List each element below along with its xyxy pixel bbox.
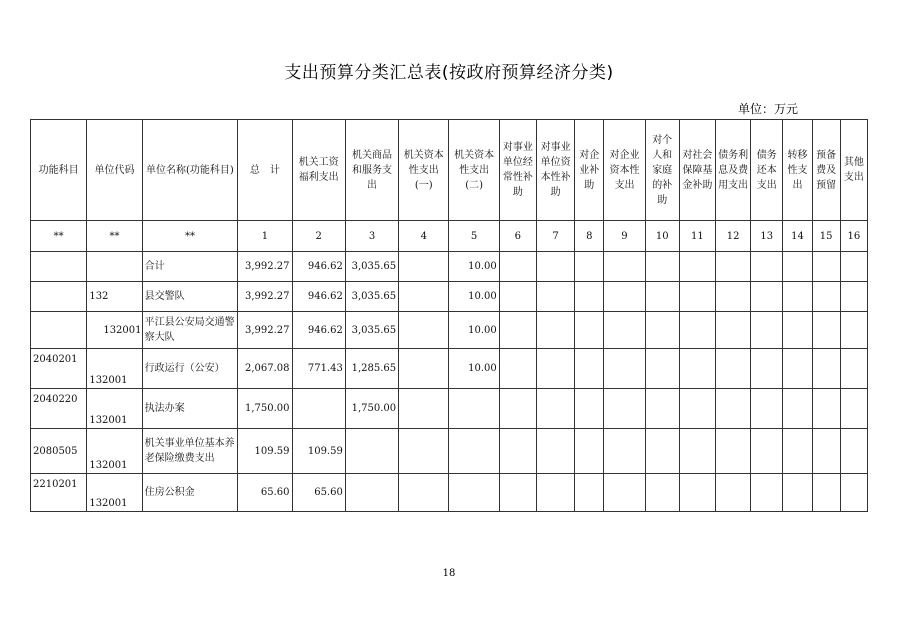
capital-2-cell [449,474,499,512]
empty-cell [679,474,715,512]
column-header: 机关资本性支出(一) [399,120,449,221]
table-row [31,429,868,474]
column-header: 总 计 [238,120,292,221]
capital-2-cell: 10.00 [449,349,499,389]
empty-cell [812,429,840,474]
unit-label: 单位：万元 [738,102,799,116]
column-index: 3 [345,221,398,252]
column-index: ** [87,221,142,252]
column-header: 单位名称(功能科目) [142,120,238,221]
capital-1-cell [399,429,449,474]
column-header: 单位代码 [87,120,142,221]
header-row [31,120,868,221]
unit-name: 平江县公安局交通警察大队 [142,312,238,349]
unit-code: 132001 [87,474,142,512]
capital-1-cell [399,252,449,282]
empty-cell [536,389,574,429]
empty-cell [499,389,536,429]
empty-cell [716,429,751,474]
column-header: 对企业补助 [575,120,604,221]
empty-cell [536,312,574,349]
column-header: 预备费及预留 [812,120,840,221]
empty-cell [536,474,574,512]
empty-cell [751,252,783,282]
empty-cell [716,312,751,349]
capital-2-cell [449,429,499,474]
unit-name: 行政运行（公安） [142,349,238,389]
empty-cell [679,312,715,349]
function-code: 2040220 [31,389,87,429]
empty-cell [575,349,604,389]
empty-cell [645,429,679,474]
empty-cell [604,312,645,349]
empty-cell [645,389,679,429]
unit-name: 执法办案 [142,389,238,429]
empty-cell [645,282,679,312]
unit-code: 132001 [87,429,142,474]
salary-cell [292,389,345,429]
empty-cell [840,474,867,512]
empty-cell [575,389,604,429]
empty-cell [536,349,574,389]
function-code: 2080505 [31,429,87,474]
empty-cell [812,282,840,312]
empty-cell [645,349,679,389]
empty-cell [840,252,867,282]
empty-cell [645,474,679,512]
empty-cell [751,282,783,312]
salary-cell: 109.59 [292,429,345,474]
empty-cell [645,312,679,349]
capital-1-cell [399,389,449,429]
empty-cell [499,252,536,282]
empty-cell [575,474,604,512]
empty-cell [840,312,867,349]
salary-cell: 946.62 [292,312,345,349]
column-header: 机关商品和服务支出 [345,120,398,221]
total-cell: 2,067.08 [238,349,292,389]
empty-cell [716,282,751,312]
column-index: ** [142,221,238,252]
function-code [31,312,87,349]
empty-cell [716,349,751,389]
salary-cell: 65.60 [292,474,345,512]
column-index: 11 [679,221,715,252]
capital-1-cell [399,349,449,389]
column-index: 15 [812,221,840,252]
table-row [31,389,868,429]
total-cell: 65.60 [238,474,292,512]
column-index: ** [31,221,87,252]
total-cell: 109.59 [238,429,292,474]
empty-cell [783,349,812,389]
empty-cell [575,429,604,474]
empty-cell [783,282,812,312]
empty-cell [536,282,574,312]
empty-cell [812,252,840,282]
total-cell: 3,992.27 [238,312,292,349]
unit-code: 132 [87,282,142,312]
goods-services-cell [345,474,398,512]
empty-cell [499,312,536,349]
capital-2-cell [449,389,499,429]
function-code: 2040201 [31,349,87,389]
empty-cell [604,429,645,474]
empty-cell [840,349,867,389]
goods-services-cell [345,429,398,474]
unit-name: 县交警队 [142,282,238,312]
column-header: 对个人和家庭的补助 [645,120,679,221]
column-header: 对社会保障基金补助 [679,120,715,221]
goods-services-cell: 3,035.65 [345,282,398,312]
empty-cell [840,389,867,429]
empty-cell [783,312,812,349]
function-code [31,252,87,282]
column-header: 其他支出 [840,120,867,221]
unit-name: 住房公积金 [142,474,238,512]
empty-cell [716,252,751,282]
column-index: 6 [499,221,536,252]
table-row [31,282,868,312]
salary-cell: 946.62 [292,252,345,282]
empty-cell [679,252,715,282]
goods-services-cell: 3,035.65 [345,312,398,349]
empty-cell [783,252,812,282]
empty-cell [716,389,751,429]
capital-1-cell [399,282,449,312]
empty-cell [783,474,812,512]
empty-cell [783,429,812,474]
capital-1-cell [399,312,449,349]
total-cell: 1,750.00 [238,389,292,429]
empty-cell [812,349,840,389]
empty-cell [679,389,715,429]
column-index: 12 [716,221,751,252]
column-index: 4 [399,221,449,252]
table-row [31,349,868,389]
empty-cell [840,429,867,474]
empty-cell [679,429,715,474]
column-header: 债务利息及费用支出 [716,120,751,221]
column-index: 13 [751,221,783,252]
unit-code: 132001 [87,312,142,349]
column-index: 9 [604,221,645,252]
table-row [31,312,868,349]
column-header: 对事业单位经常性补助 [499,120,536,221]
empty-cell [751,474,783,512]
capital-1-cell [399,474,449,512]
empty-cell [575,282,604,312]
empty-cell [499,282,536,312]
empty-cell [536,252,574,282]
empty-cell [575,312,604,349]
column-header: 转移性支出 [783,120,812,221]
empty-cell [604,349,645,389]
column-header: 机关资本性支出(二) [449,120,499,221]
unit-code [87,252,142,282]
column-index: 8 [575,221,604,252]
column-index: 10 [645,221,679,252]
column-index: 16 [840,221,867,252]
empty-cell [812,312,840,349]
empty-cell [604,282,645,312]
empty-cell [499,349,536,389]
table-row [31,474,868,512]
empty-cell [783,389,812,429]
function-code [31,282,87,312]
column-header: 对企业资本性支出 [604,120,645,221]
column-index: 7 [536,221,574,252]
empty-cell [604,474,645,512]
unit-code: 132001 [87,349,142,389]
column-header: 机关工资福利支出 [292,120,345,221]
column-header: 对事业单位资本性补助 [536,120,574,221]
empty-cell [751,389,783,429]
salary-cell: 946.62 [292,282,345,312]
empty-cell [499,429,536,474]
empty-cell [751,312,783,349]
empty-cell [604,389,645,429]
capital-2-cell: 10.00 [449,312,499,349]
total-cell: 3,992.27 [238,282,292,312]
unit-code: 132001 [87,389,142,429]
empty-cell [499,474,536,512]
empty-cell [751,429,783,474]
empty-cell [679,282,715,312]
column-index: 14 [783,221,812,252]
column-index: 2 [292,221,345,252]
table-row-total [31,252,868,282]
column-index: 5 [449,221,499,252]
empty-cell [751,349,783,389]
goods-services-cell: 1,750.00 [345,389,398,429]
empty-cell [679,349,715,389]
capital-2-cell: 10.00 [449,282,499,312]
column-index: 1 [238,221,292,252]
unit-name: 合计 [142,252,238,282]
empty-cell [812,474,840,512]
capital-2-cell: 10.00 [449,252,499,282]
empty-cell [812,389,840,429]
unit-name: 机关事业单位基本养老保险缴费支出 [142,429,238,474]
empty-cell [575,252,604,282]
function-code: 2210201 [31,474,87,512]
empty-cell [716,474,751,512]
goods-services-cell: 3,035.65 [345,252,398,282]
total-cell: 3,992.27 [238,252,292,282]
page-title: 支出预算分类汇总表(按政府预算经济分类) [284,63,614,83]
empty-cell [840,282,867,312]
column-header: 功能科目 [31,120,87,221]
goods-services-cell: 1,285.65 [345,349,398,389]
budget-table [30,119,868,512]
empty-cell [645,252,679,282]
index-row [31,221,868,252]
page-number: 18 [442,568,456,579]
empty-cell [536,429,574,474]
empty-cell [604,252,645,282]
column-header: 债务还本支出 [751,120,783,221]
salary-cell: 771.43 [292,349,345,389]
